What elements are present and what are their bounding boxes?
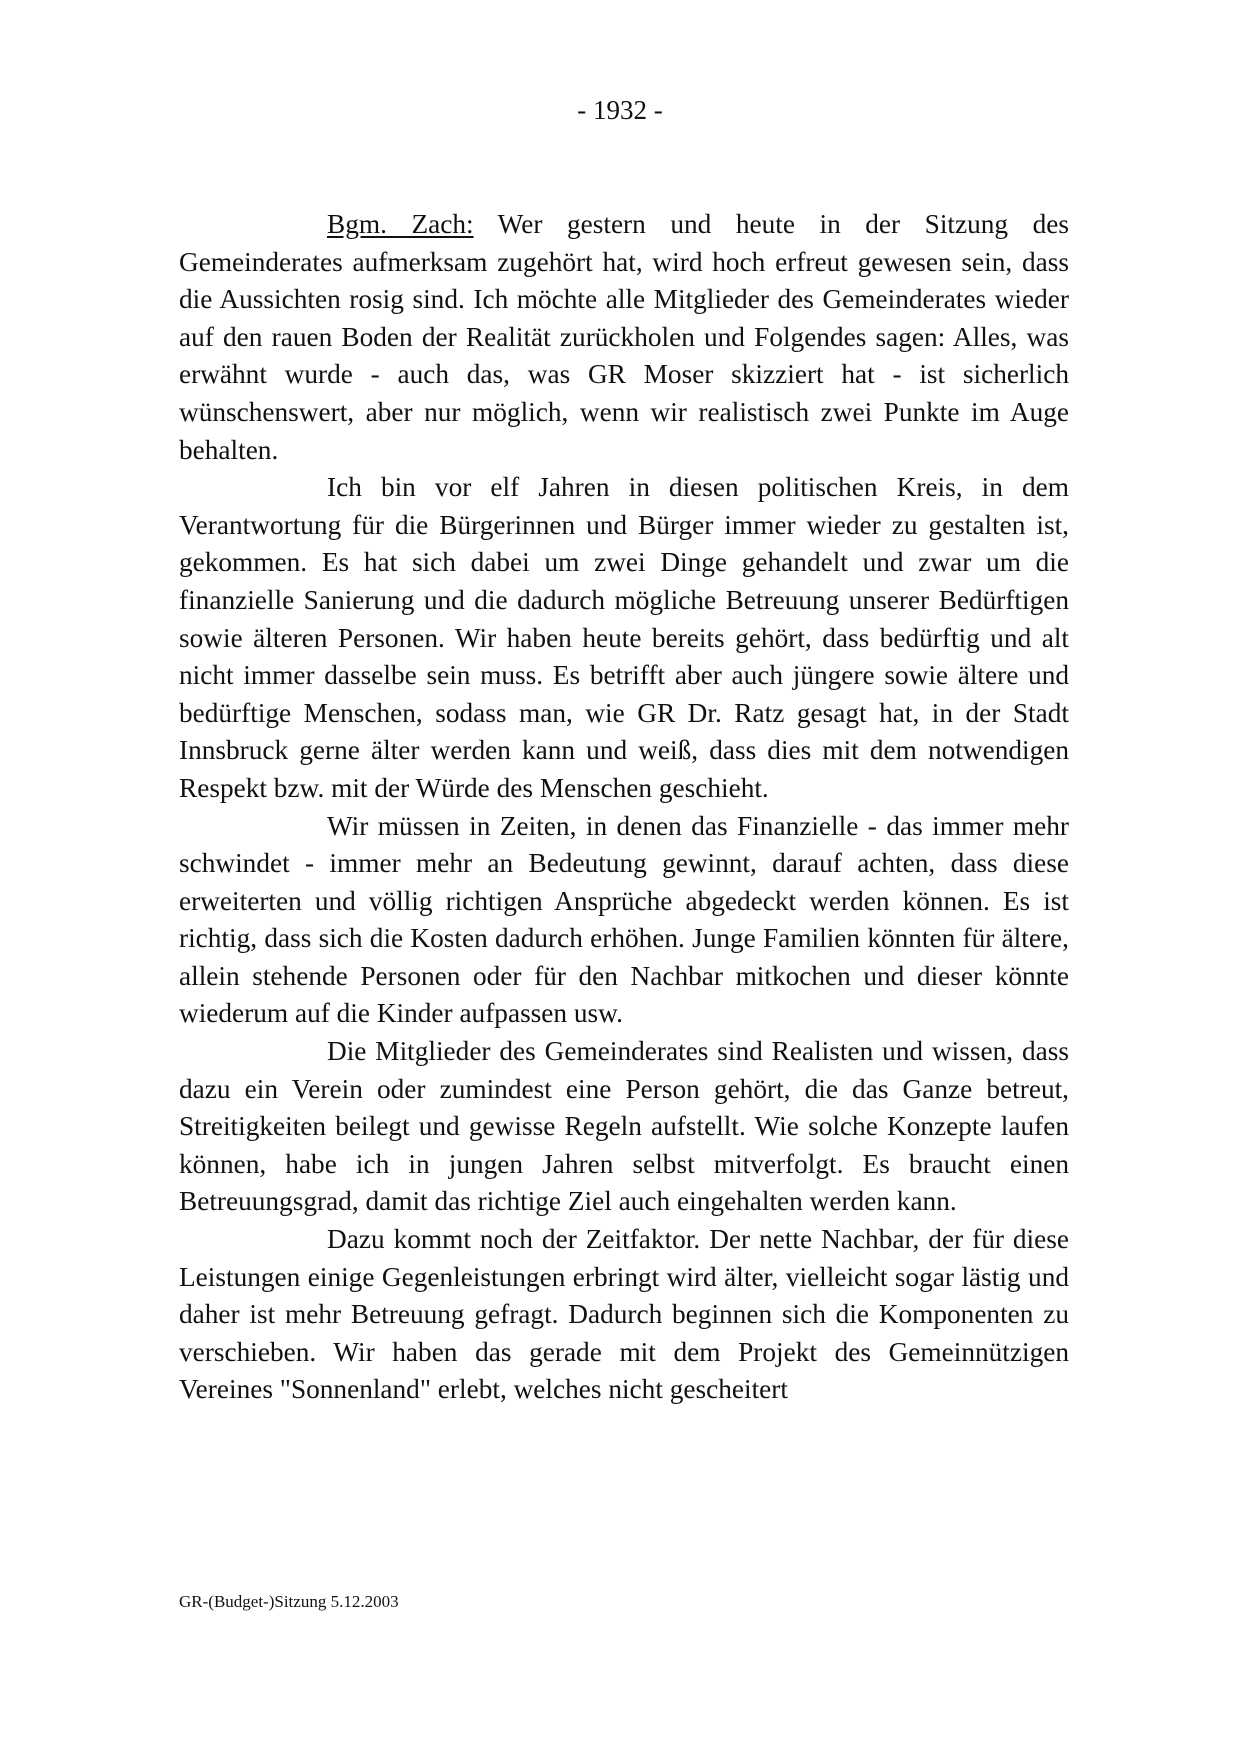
page-number: - 1932 - — [577, 95, 663, 125]
paragraph-text: Wer gestern und heute in der Sitzung des Gemeinderates aufmerksam zugehört hat, wird hoch erfreut gewesen sein, dass die Aussichten rosig sind. Ich möchte alle Mitglieder des Gemeinderates wieder auf den rauen Boden der Realität zurückholen und Folgendes sagen: Alles, was erwähnt wurde - auch das, was GR Moser skizziert hat - ist sicherlich wünschenswert, aber nur möglich, wenn wir realistisch zwei Punkte im Auge behalten. — [179, 209, 1069, 465]
footer-session-label: GR-(Budget-)Sitzung 5.12.2003 — [179, 1592, 399, 1611]
body-text — [179, 206, 1069, 1409]
paragraph: Ich bin vor elf Jahren in diesen politischen Kreis, in dem Verantwortung für die Bürgerinnen und Bürger immer wieder zu gestalten ist, gekommen. Es hat sich dabei um zwei Dinge gehandelt und zwar um die finanzielle Sanierung und die dadurch mögliche Betreuung unserer Bedürftigen sowie älteren Personen. Wir haben heute bereits gehört, dass bedürftig und alt nicht immer dasselbe sein muss. Es betrifft aber auch jüngere sowie ältere und bedürftige Menschen, sodass man, wie GR Dr. Ratz gesagt hat, in der Stadt Innsbruck gerne älter werden kann und weiß, dass dies mit dem notwendigen Respekt bzw. mit der Würde des Menschen geschieht. — [179, 472, 1069, 803]
paragraph: Wir müssen in Zeiten, in denen das Finanzielle - das immer mehr schwindet - immer mehr an Bedeutung gewinnt, darauf achten, dass diese erweiterten und völlig richtigen Ansprüche abgedeckt werden können. Es ist richtig, dass sich die Kosten dadurch erhöhen. Junge Familien könnten für ältere, allein stehende Personen oder für den Nachbar mitkochen und dieser könnte wiederum auf die Kinder aufpassen usw. — [179, 810, 1069, 1029]
speaker-label: Bgm. Zach: — [327, 209, 474, 239]
paragraph: Dazu kommt noch der Zeitfaktor. Der nette Nachbar, der für diese Leistungen einige Gegenleistungen erbringt wird älter, vielleicht sogar lästig und daher ist mehr Betreuung gefragt. Dadurch beginnen sich die Komponenten zu verschieben. Wir haben das gerade mit dem Projekt des Gemeinnützigen Vereines "Sonnenland" erlebt, welches nicht gescheitert — [179, 1224, 1069, 1405]
paragraph: Die Mitglieder des Gemeinderates sind Realisten und wissen, dass dazu ein Verein oder zumindest eine Person gehört, die das Ganze betreut, Streitigkeiten beilegt und gewisse Regeln aufstellt. Wie solche Konzepte laufen können, habe ich in jungen Jahren selbst mitverfolgt. Es braucht einen Betreuungsgrad, damit das richtige Ziel auch eingehalten werden kann. — [179, 1036, 1069, 1217]
paragraph — [179, 206, 1069, 469]
